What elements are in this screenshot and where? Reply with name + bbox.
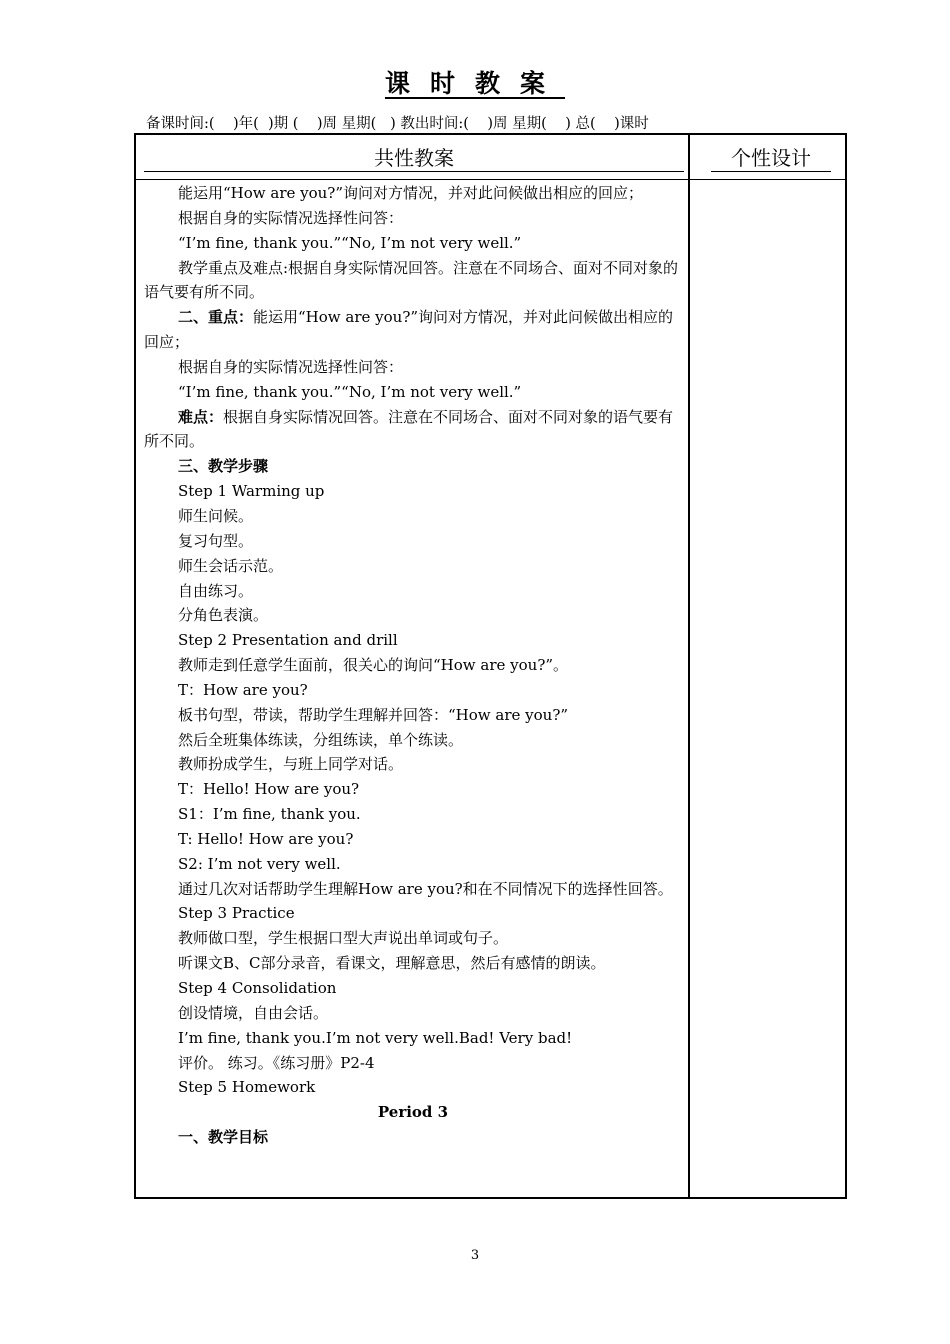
content-line: T: Hello! How are you? [178, 829, 354, 848]
difficulty-label: 难点： [178, 407, 224, 426]
content-line: “I’m fine, thank you.”“No, I’m not very well.” [178, 382, 522, 401]
period-heading: Period 3 [377, 1103, 449, 1122]
lesson-plan-table [134, 133, 847, 1199]
content-line: Step 3 Practice [178, 904, 295, 923]
key-points-text: 能运用“How are you?”询问对方情况，并对此问候做出相应的回应； [144, 308, 674, 352]
key-points-line [144, 305, 682, 355]
content-line: Step 4 Consolidation [178, 979, 337, 997]
difficulty-line [144, 405, 682, 455]
section-heading: 一、教学目标 [178, 1128, 269, 1147]
content-line: 然后全班集体练读，分组练读，单个练读。 [178, 730, 464, 749]
content-line: I’m fine, thank you.I’m not very well.Bad! Very bad! [178, 1028, 573, 1047]
column-divider [688, 135, 690, 1197]
content-line: 根据自身的实际情况选择性问答： [178, 208, 404, 227]
content-line: 能运用“How are you?”询问对方情况，并对此问候做出相应的回应； [178, 184, 644, 202]
content-line: 通过几次对话帮助学生理解How are you?和在不同情况下的选择性回答。 [178, 879, 673, 898]
page-title: 课时教案 [384, 69, 565, 98]
content-line: S1：I’m fine, thank you. [178, 805, 361, 824]
personal-design-header: 个性设计 [711, 145, 831, 172]
common-plan-header: 共性教案 [144, 145, 684, 172]
schedule-line: 备课时间:( )年( )期 ( )周 星期( ) 教出时间:( )周 星期( ) 总( )课时 [146, 116, 649, 132]
content-line: “I’m fine, thank you.”“No, I’m not very well.” [178, 233, 522, 252]
content-line: S2: I’m not very well. [178, 854, 341, 873]
content-line: 教师扮成学生，与班上同学对话。 [178, 755, 404, 774]
key-points-label: 二、重点： [178, 308, 254, 327]
content-line: T：How are you? [178, 680, 308, 699]
content-line: 评价。 练习。《练习册》P2-4 [178, 1053, 375, 1072]
content-line: Step 2 Presentation and drill [178, 631, 398, 650]
header-rule [136, 179, 845, 180]
content-line: Step 5 Homework [178, 1078, 316, 1097]
lesson-content [144, 181, 682, 1150]
content-line: 自由练习。 [178, 581, 254, 600]
content-line: 板书句型，带读，帮助学生理解并回答：“How are you?” [178, 705, 569, 724]
content-line: 分角色表演。 [178, 606, 269, 625]
content-line: 师生问候。 [178, 506, 254, 525]
difficulty-text: 根据自身实际情况回答。注意在不同场合、面对不同对象的语气要有所不同。 [144, 407, 674, 451]
section-heading: 三、教学步骤 [178, 457, 269, 476]
content-line: Step 1 Warming up [178, 482, 325, 501]
content-line: 师生会话示范。 [178, 556, 284, 575]
content-line: 根据自身的实际情况选择性问答： [178, 357, 404, 376]
content-line: 教师做口型，学生根据口型大声说出单词或句子。 [178, 929, 509, 948]
content-line: 复习句型。 [178, 531, 254, 550]
content-line: 创设情境，自由会话。 [178, 1003, 329, 1022]
content-line: 教师走到任意学生面前，很关心的询问“How are you?”。 [178, 656, 569, 675]
content-line: 教学重点及难点:根据自身实际情况回答。注意在不同场合、面对不同对象的语气要有所不同。 [144, 258, 679, 302]
content-line: 听课文B、C部分录音，看课文，理解意思，然后有感情的朗读。 [178, 954, 606, 973]
page-number: 3 [470, 1248, 480, 1263]
content-line: T：Hello! How are you? [178, 780, 360, 799]
